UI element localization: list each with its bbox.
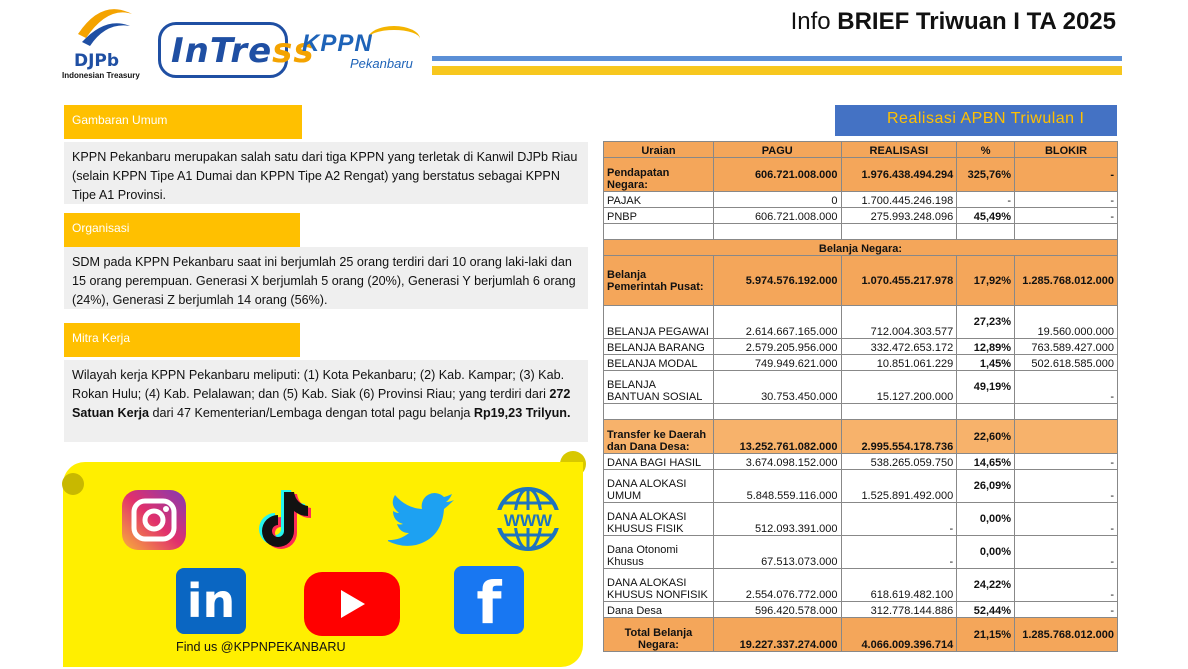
cell-pagu: 512.093.391.000 bbox=[713, 503, 841, 536]
mitra-text-satker: 272 Satuan Kerja bbox=[72, 387, 571, 420]
table-row bbox=[604, 355, 1118, 371]
table-row bbox=[604, 339, 1118, 355]
cell-pagu: 0 bbox=[713, 192, 841, 208]
table-spacer-row bbox=[604, 224, 1118, 240]
col-header-realisasi: REALISASI bbox=[841, 142, 957, 158]
cell-label-line2: UMUM bbox=[607, 490, 642, 502]
page-title-prefix: Info bbox=[790, 8, 831, 35]
cell-label-line1: Transfer ke Daerah bbox=[607, 429, 707, 441]
col-header-uraian: Uraian bbox=[604, 142, 714, 158]
table-row bbox=[604, 158, 1118, 192]
cell-label: DANA BAGI HASIL bbox=[604, 454, 714, 470]
cell-blokir: - bbox=[1015, 602, 1118, 618]
intress-logo-text bbox=[171, 31, 315, 71]
section-head-gambaran: Gambaran Umum bbox=[64, 105, 302, 139]
cell-pagu: 19.227.337.274.000 bbox=[713, 618, 841, 652]
cell-blokir bbox=[1015, 420, 1118, 454]
cell-label-line2: Negara: bbox=[638, 639, 679, 651]
cell-pagu: 3.674.098.152.000 bbox=[713, 454, 841, 470]
cell-pagu: 5.848.559.116.000 bbox=[713, 470, 841, 503]
djpb-logo-mark-icon bbox=[72, 4, 136, 48]
cell-percent: 52,44% bbox=[957, 602, 1015, 618]
table-total-row bbox=[604, 618, 1118, 652]
cell-realisasi: 4.066.009.396.714 bbox=[841, 618, 957, 652]
cell-label-line2: BANTUAN SOSIAL bbox=[607, 391, 703, 403]
intress-logo-text-a: InTre bbox=[171, 31, 273, 71]
djpb-logo bbox=[60, 4, 152, 80]
table-spacer-row bbox=[604, 404, 1118, 420]
table-row bbox=[604, 371, 1118, 404]
cell-pagu: 67.513.073.000 bbox=[713, 536, 841, 569]
cell-percent: 0,00% bbox=[957, 503, 1015, 536]
cell-blokir: 1.285.768.012.000 bbox=[1015, 256, 1118, 306]
kppn-logo-city: Pekanbaru bbox=[350, 56, 413, 71]
cell-pagu: 749.949.621.000 bbox=[713, 355, 841, 371]
col-header-percent: % bbox=[957, 142, 1015, 158]
cell-realisasi: 1.700.445.246.198 bbox=[841, 192, 957, 208]
cell-blokir: - bbox=[1015, 536, 1118, 569]
cell-realisasi: 1.070.455.217.978 bbox=[841, 256, 957, 306]
facebook-icon-text: f bbox=[476, 569, 502, 637]
www-icon[interactable] bbox=[492, 486, 564, 552]
cell-label-line1: DANA ALOKASI bbox=[607, 511, 687, 523]
page-title-bold: BRIEF Triwuan I TA 2025 bbox=[837, 8, 1116, 35]
section-body-organisasi: SDM pada KPPN Pekanbaru saat ini berjumlah 25 orang terdiri dari 10 orang laki-laki dan 15 orang perempuan. Generasi X berjumlah 5 orang (20%), Generasi Y berjumlah 6 orang (24%), Generasi Z berjumlah 14 orang (56%). bbox=[64, 247, 588, 309]
cell-label-line1: Total Belanja bbox=[624, 627, 693, 639]
cell-percent: 21,15% bbox=[957, 618, 1015, 652]
cell-label: BELANJA BARANG bbox=[604, 339, 714, 355]
cell-realisasi: 275.993.248.096 bbox=[841, 208, 957, 224]
cell-label bbox=[604, 158, 714, 192]
cell-realisasi: 712.004.303.577 bbox=[841, 306, 957, 339]
cell-blokir: 502.618.585.000 bbox=[1015, 355, 1118, 371]
cell-label-line2: Khusus bbox=[607, 556, 644, 568]
cell-realisasi: 1.525.891.492.000 bbox=[841, 470, 957, 503]
cell-realisasi: - bbox=[841, 503, 957, 536]
cell-pagu: 30.753.450.000 bbox=[713, 371, 841, 404]
col-header-pagu: PAGU bbox=[713, 142, 841, 158]
intress-logo-text-b: ss bbox=[272, 31, 315, 71]
cell-pagu: 606.721.008.000 bbox=[713, 158, 841, 192]
cell-label-line1: BELANJA bbox=[607, 379, 656, 391]
table-row bbox=[604, 536, 1118, 569]
cell-label-line2: KHUSUS FISIK bbox=[607, 523, 684, 535]
www-icon-text: WWW bbox=[503, 511, 553, 530]
table-row bbox=[604, 454, 1118, 470]
cell-blokir: 1.285.768.012.000 bbox=[1015, 618, 1118, 652]
kppn-logo-name: KPPN bbox=[302, 30, 373, 57]
djpb-logo-name: DJPb bbox=[74, 51, 120, 71]
cell-label-line2: Negara: bbox=[607, 179, 648, 191]
cell-label bbox=[604, 503, 714, 536]
cell-realisasi: 618.619.482.100 bbox=[841, 569, 957, 602]
mitra-text-a: Wilayah kerja KPPN Pekanbaru meliputi: (1) Kota Pekanbaru; (2) Kab. Kampar; (3) Kab. Rokan Hulu; (4) Kab. Pelalawan; dan (5) Kab. Siak (6) Provinsi Riau; yang terdiri dari bbox=[72, 368, 565, 401]
cell-percent: 22,60% bbox=[957, 420, 1015, 454]
kppn-logo-arc-icon bbox=[368, 26, 420, 52]
apbn-table bbox=[603, 141, 1118, 652]
find-us-text: Find us @KPPNPEKANBARU bbox=[176, 640, 346, 654]
table-row bbox=[604, 470, 1118, 503]
cell-blokir: - bbox=[1015, 454, 1118, 470]
cell-blokir: - bbox=[1015, 208, 1118, 224]
cell-realisasi: 10.851.061.229 bbox=[841, 355, 957, 371]
cell-pagu: 2.579.205.956.000 bbox=[713, 339, 841, 355]
table-row bbox=[604, 602, 1118, 618]
cell-realisasi: 1.976.438.494.294 bbox=[841, 158, 957, 192]
cell-label bbox=[604, 371, 714, 404]
cell-realisasi: 15.127.200.000 bbox=[841, 371, 957, 404]
cell-label-line2: dan Dana Desa: bbox=[607, 441, 690, 453]
cell-percent: 325,76% bbox=[957, 158, 1015, 192]
linkedin-icon-text: in bbox=[186, 574, 236, 628]
table-row bbox=[604, 256, 1118, 306]
djpb-logo-subtitle: Indonesian Treasury bbox=[62, 71, 140, 80]
scroll-curl-decoration-left bbox=[62, 473, 84, 495]
cell-blokir: - bbox=[1015, 192, 1118, 208]
cell-percent: 24,22% bbox=[957, 569, 1015, 602]
table-title: Realisasi APBN Triwulan I bbox=[835, 105, 1117, 136]
youtube-icon[interactable] bbox=[304, 572, 400, 636]
cell-percent: 1,45% bbox=[957, 355, 1015, 371]
table-row bbox=[604, 569, 1118, 602]
cell-blokir: - bbox=[1015, 371, 1118, 404]
linkedin-icon[interactable] bbox=[176, 568, 246, 634]
table-row bbox=[604, 208, 1118, 224]
instagram-icon[interactable] bbox=[120, 488, 188, 552]
cell-pagu: 5.974.576.192.000 bbox=[713, 256, 841, 306]
cell-blokir: - bbox=[1015, 158, 1118, 192]
cell-label-line1: Pendapatan bbox=[607, 167, 670, 179]
page-title bbox=[791, 8, 1116, 36]
cell-realisasi: 2.995.554.178.736 bbox=[841, 420, 957, 454]
cell-label bbox=[604, 470, 714, 503]
cell-label bbox=[604, 569, 714, 602]
cell-label: PAJAK bbox=[604, 192, 714, 208]
cell-percent: 14,65% bbox=[957, 454, 1015, 470]
table-row bbox=[604, 503, 1118, 536]
cell-label bbox=[604, 618, 714, 652]
section-head-organisasi: Organisasi bbox=[64, 213, 300, 247]
twitter-icon[interactable] bbox=[388, 492, 456, 548]
cell-realisasi: 538.265.059.750 bbox=[841, 454, 957, 470]
cell-blokir: - bbox=[1015, 503, 1118, 536]
cell-label bbox=[604, 536, 714, 569]
facebook-icon[interactable] bbox=[454, 566, 524, 637]
cell-blokir: - bbox=[1015, 569, 1118, 602]
cell-percent: 45,49% bbox=[957, 208, 1015, 224]
cell-label-line2: Pemerintah Pusat: bbox=[607, 280, 704, 293]
cell-realisasi: 332.472.653.172 bbox=[841, 339, 957, 355]
table-header-row bbox=[604, 142, 1118, 158]
cell-pagu: 2.614.667.165.000 bbox=[713, 306, 841, 339]
cell-label bbox=[604, 256, 714, 306]
cell-blokir: - bbox=[1015, 470, 1118, 503]
cell-blokir: 763.589.427.000 bbox=[1015, 339, 1118, 355]
cell-percent: 26,09% bbox=[957, 470, 1015, 503]
cell-label-line2: KHUSUS NONFISIK bbox=[607, 589, 708, 601]
section-head-mitra: Mitra Kerja bbox=[64, 323, 300, 357]
header-bar-blue bbox=[432, 56, 1122, 61]
cell-pagu: 2.554.076.772.000 bbox=[713, 569, 841, 602]
table-row bbox=[604, 420, 1118, 454]
cell-pagu: 606.721.008.000 bbox=[713, 208, 841, 224]
cell-percent: 0,00% bbox=[957, 536, 1015, 569]
cell-realisasi: 312.778.144.886 bbox=[841, 602, 957, 618]
cell-blokir: 19.560.000.000 bbox=[1015, 306, 1118, 339]
cell-percent: 27,23% bbox=[957, 306, 1015, 339]
cell-label: PNBP bbox=[604, 208, 714, 224]
cell-percent: - bbox=[957, 192, 1015, 208]
cell-label: BELANJA PEGAWAI bbox=[604, 306, 714, 339]
cell-label-line1: Belanja bbox=[607, 268, 647, 281]
cell-pagu: 13.252.761.082.000 bbox=[713, 420, 841, 454]
cell-label: Dana Desa bbox=[604, 602, 714, 618]
intress-logo bbox=[158, 22, 315, 78]
table-row bbox=[604, 192, 1118, 208]
cell-realisasi: - bbox=[841, 536, 957, 569]
kppn-logo bbox=[298, 26, 428, 74]
cell-label: BELANJA MODAL bbox=[604, 355, 714, 371]
belanja-negara-heading: Belanja Negara: bbox=[604, 240, 1118, 256]
mitra-text-pagu: Rp19,23 Trilyun. bbox=[473, 406, 571, 420]
cell-percent: 17,92% bbox=[957, 256, 1015, 306]
section-body-gambaran: KPPN Pekanbaru merupakan salah satu dari tiga KPPN yang terletak di Kanwil DJPb Riau (selain KPPN Tipe A1 Dumai dan KPPN Tipe A2 Rengat) yang berstatus sebagai KPPN Tipe A1 Provinsi. bbox=[64, 142, 588, 204]
cell-label-line1: Dana Otonomi bbox=[607, 544, 678, 556]
cell-label bbox=[604, 420, 714, 454]
cell-percent: 12,89% bbox=[957, 339, 1015, 355]
cell-percent: 49,19% bbox=[957, 371, 1015, 404]
cell-pagu: 596.420.578.000 bbox=[713, 602, 841, 618]
mitra-text-c: dari 47 Kementerian/Lembaga dengan total pagu belanja bbox=[149, 406, 474, 420]
section-body-mitra bbox=[64, 360, 588, 442]
cell-label-line1: DANA ALOKASI bbox=[607, 577, 687, 589]
table-section-row bbox=[604, 240, 1118, 256]
tiktok-icon[interactable] bbox=[252, 488, 312, 550]
header-bar-yellow bbox=[432, 66, 1122, 75]
table-row bbox=[604, 306, 1118, 339]
cell-label-line1: DANA ALOKASI bbox=[607, 478, 687, 490]
col-header-blokir: BLOKIR bbox=[1015, 142, 1118, 158]
